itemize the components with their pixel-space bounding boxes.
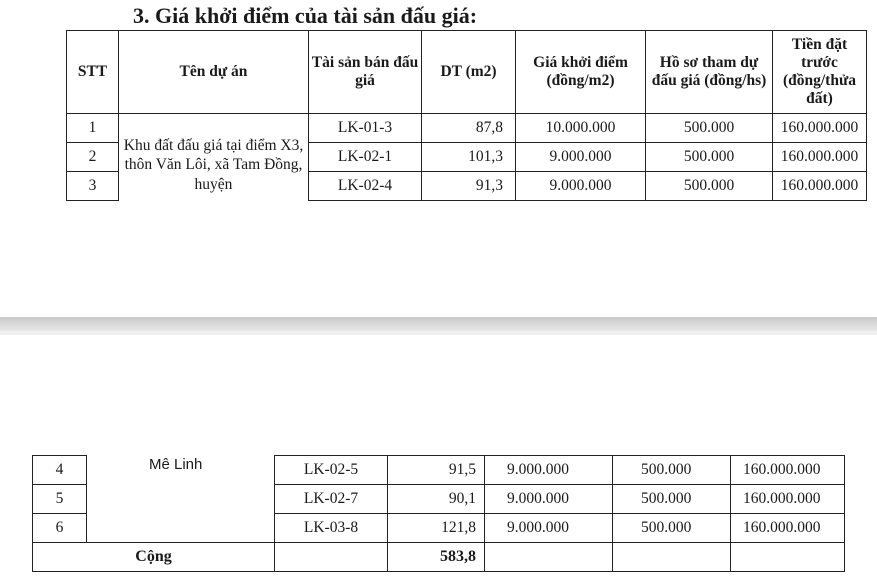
header-dossier: Hồ sơ tham dự đấu giá (đồng/hs) bbox=[646, 31, 773, 114]
row-dossier: 500.000 bbox=[613, 456, 731, 485]
row-stt: 3 bbox=[67, 172, 119, 201]
table-row bbox=[67, 114, 867, 143]
row-dossier: 500.000 bbox=[613, 514, 731, 543]
row-stt: 1 bbox=[67, 114, 119, 143]
row-area: 87,8 bbox=[422, 114, 516, 143]
table-row bbox=[33, 456, 845, 485]
row-deposit: 160.000.000 bbox=[731, 514, 845, 543]
header-area: DT (m2) bbox=[422, 31, 516, 114]
total-empty-cell bbox=[613, 543, 731, 572]
row-deposit: 160.000.000 bbox=[731, 456, 845, 485]
row-stt: 2 bbox=[67, 143, 119, 172]
page-break-shadow bbox=[0, 331, 877, 335]
row-stt: 4 bbox=[33, 456, 87, 485]
row-start-price: 9.000.000 bbox=[485, 514, 613, 543]
row-asset: LK-01-3 bbox=[309, 114, 422, 143]
row-start-price: 9.000.000 bbox=[516, 143, 646, 172]
header-asset: Tài sản bán đấu giá bbox=[309, 31, 422, 114]
row-start-price: 10.000.000 bbox=[516, 114, 646, 143]
total-empty-cell bbox=[275, 543, 388, 572]
header-deposit: Tiền đặt trước (đồng/thửa đất) bbox=[773, 31, 867, 114]
price-table-page-2 bbox=[32, 455, 845, 572]
row-stt: 6 bbox=[33, 514, 87, 543]
row-dossier: 500.000 bbox=[646, 172, 773, 201]
header-project: Tên dự án bbox=[119, 31, 309, 114]
row-asset: LK-02-4 bbox=[309, 172, 422, 201]
row-area: 101,3 bbox=[422, 143, 516, 172]
row-dossier: 500.000 bbox=[646, 143, 773, 172]
total-area: 583,8 bbox=[388, 543, 485, 572]
row-dossier: 500.000 bbox=[646, 114, 773, 143]
row-asset: LK-03-8 bbox=[275, 514, 388, 543]
row-deposit: 160.000.000 bbox=[773, 114, 867, 143]
row-deposit: 160.000.000 bbox=[773, 143, 867, 172]
total-empty-cell bbox=[731, 543, 845, 572]
row-asset: LK-02-7 bbox=[275, 485, 388, 514]
row-area: 90,1 bbox=[388, 485, 485, 514]
row-area: 91,3 bbox=[422, 172, 516, 201]
project-name-cell-continued: Mê Linh bbox=[87, 456, 275, 543]
total-empty-cell bbox=[485, 543, 613, 572]
total-label: Cộng bbox=[33, 543, 275, 572]
section-heading: 3. Giá khởi điểm của tài sản đấu giá: bbox=[133, 3, 478, 28]
row-stt: 5 bbox=[33, 485, 87, 514]
row-start-price: 9.000.000 bbox=[485, 485, 613, 514]
page-break-divider bbox=[0, 317, 877, 331]
row-asset: LK-02-5 bbox=[275, 456, 388, 485]
header-start-price: Giá khởi điểm (đồng/m2) bbox=[516, 31, 646, 114]
row-start-price: 9.000.000 bbox=[516, 172, 646, 201]
row-deposit: 160.000.000 bbox=[773, 172, 867, 201]
row-area: 121,8 bbox=[388, 514, 485, 543]
row-area: 91,5 bbox=[388, 456, 485, 485]
price-table-page-1 bbox=[66, 30, 867, 201]
header-stt: STT bbox=[67, 31, 119, 114]
table-header-row bbox=[67, 31, 867, 114]
total-row bbox=[33, 543, 845, 572]
project-name-cell: Khu đất đấu giá tại điểm X3, thôn Văn Lôi, xã Tam Đồng, huyện bbox=[119, 114, 309, 201]
row-dossier: 500.000 bbox=[613, 485, 731, 514]
row-start-price: 9.000.000 bbox=[485, 456, 613, 485]
row-deposit: 160.000.000 bbox=[731, 485, 845, 514]
row-asset: LK-02-1 bbox=[309, 143, 422, 172]
